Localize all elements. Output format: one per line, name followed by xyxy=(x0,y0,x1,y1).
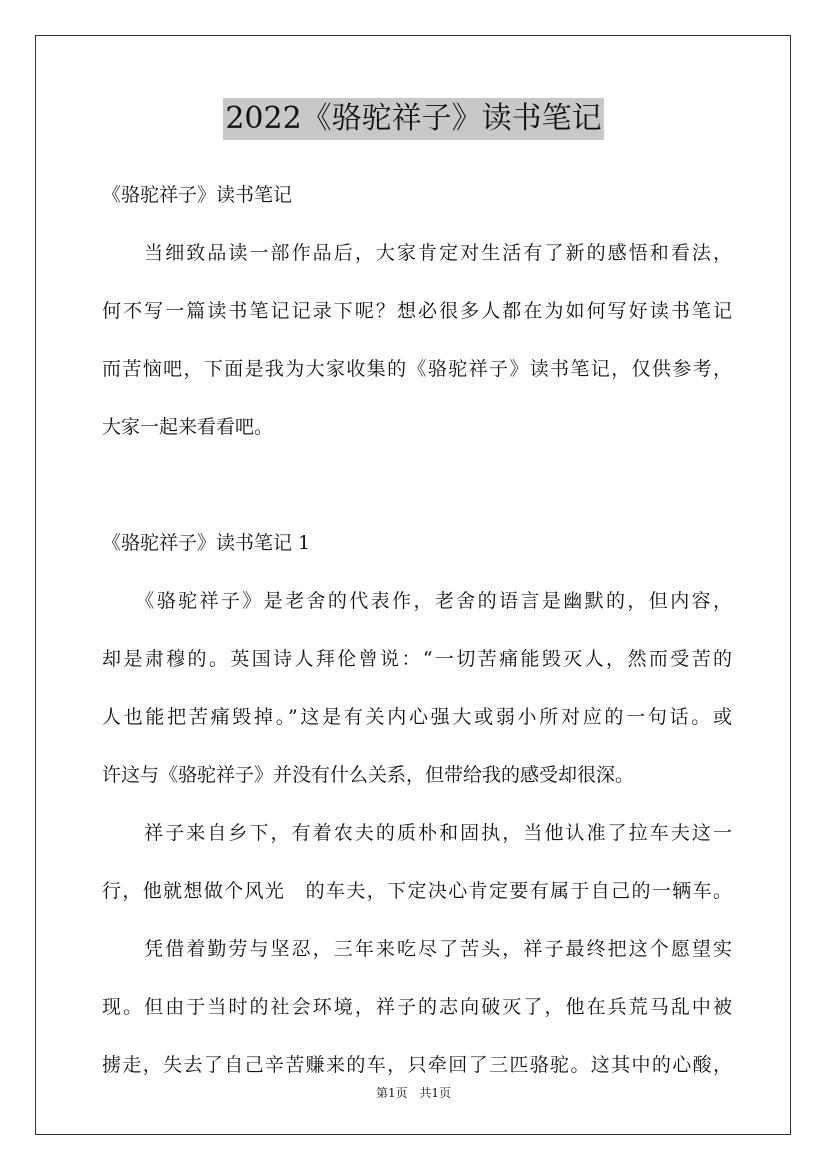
section-heading: 《骆驼祥子》读书笔记 1 xyxy=(102,532,311,554)
text-line: 何不写一篇读书笔记记录下呢？想必很多人都在为如何写好读书笔记 xyxy=(102,300,732,322)
document-body xyxy=(102,176,732,1084)
text-line: 而苦恼吧，下面是我为大家收集的《骆驼祥子》读书笔记，仅供参考， xyxy=(102,358,732,380)
text-line: 《骆驼祥子》是老舍的代表作，老舍的语言是幽默的，但内容， xyxy=(102,590,732,612)
document-title: 2022《骆驼祥子》读书笔记 xyxy=(223,98,603,140)
page-number: 第1页 xyxy=(375,1086,408,1100)
text-line: 行，他就想做个风光 的车夫，下定决心肯定要有属于自己的一辆车。 xyxy=(102,880,732,902)
page-total: 共1页 xyxy=(419,1086,452,1100)
paragraph-2 xyxy=(102,814,732,910)
text-line: 许这与《骆驼祥子》并没有什么关系，但带给我的感受却很深。 xyxy=(102,764,635,786)
paragraph-1 xyxy=(102,582,732,794)
paragraph-3 xyxy=(102,930,732,1084)
text-line: 却是肃穆的。英国诗人拜伦曾说：“一切苦痛能毁灭人，然而受苦的 xyxy=(102,648,732,670)
title-container xyxy=(0,98,827,140)
document-subtitle: 《骆驼祥子》读书笔记 xyxy=(102,184,293,206)
text-line: 掳走，失去了自己辛苦赚来的车，只牵回了三匹骆驼。这其中的心酸， xyxy=(102,1054,732,1076)
text-line: 人也能把苦痛毁掉。”这是有关内心强大或弱小所对应的一句话。或 xyxy=(102,706,732,728)
intro-paragraph xyxy=(102,234,732,446)
text-line: 现。但由于当时的社会环境，祥子的志向破灭了，他在兵荒马乱中被 xyxy=(102,996,732,1018)
text-line: 当细致品读一部作品后，大家肯定对生活有了新的感悟和看法， xyxy=(102,242,732,264)
text-line: 凭借着勤劳与坚忍，三年来吃尽了苦头，祥子最终把这个愿望实 xyxy=(102,938,732,960)
text-line: 祥子来自乡下，有着农夫的质朴和固执，当他认准了拉车夫这一 xyxy=(102,822,732,844)
page-footer xyxy=(0,1084,827,1101)
text-line: 大家一起来看看吧。 xyxy=(102,416,274,438)
